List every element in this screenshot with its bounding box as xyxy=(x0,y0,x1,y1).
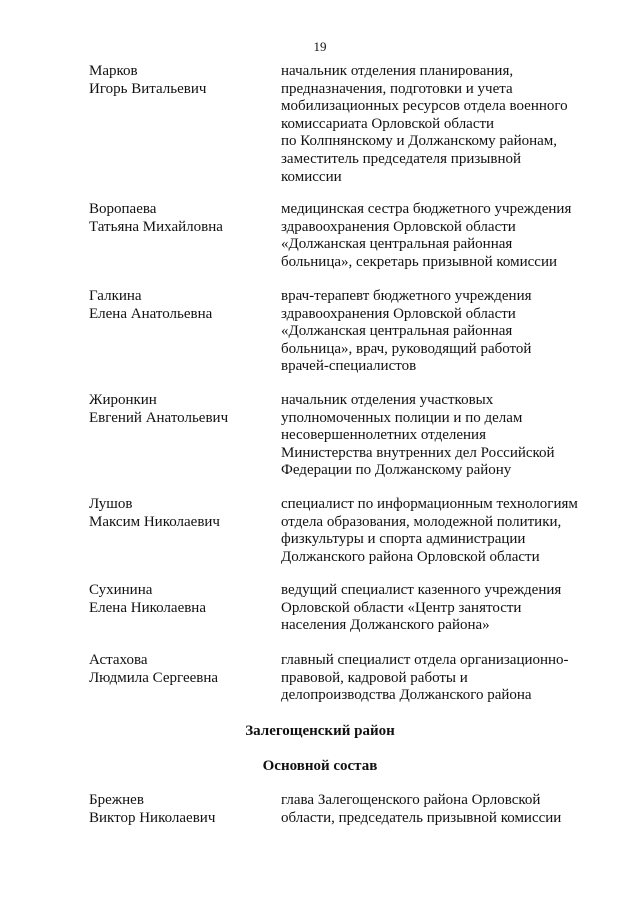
member-role: начальник отделения участковых уполномоченных полиции и по делам несовершеннолетних отделения Министерства внутренних дел Российской Федерации по Должанскому району xyxy=(281,392,555,479)
member-name: Воропаева Татьяна Михайловна xyxy=(89,201,223,235)
member-name: Астахова Людмила Сергеевна xyxy=(89,652,219,686)
member-role: врач-терапевт бюджетного учреждения здравоохранения Орловской области «Должанская центральная районная больница», врач, руководящий работой врачей-специалистов xyxy=(281,288,532,375)
member-role: главный специалист отдела организационно- правовой, кадровой работы и делопроизводства Должанского района xyxy=(281,652,569,704)
member-role: глава Залегощенского района Орловской области, председатель призывной комиссии xyxy=(281,792,562,826)
member-name: Брежнев Виктор Николаевич xyxy=(89,792,216,826)
page-number: 19 xyxy=(313,39,327,54)
member-name: Сухинина Елена Николаевна xyxy=(89,582,206,616)
member-name: Лушов Максим Николаевич xyxy=(89,496,220,530)
subsection-heading: Основной состав xyxy=(262,758,378,774)
member-role: начальник отделения планирования, предназначения, подготовки и учета мобилизационных ресурсов отдела военного комиссариата Орловской области по Колпнянскому и Должанскому районам, заместитель председателя призывной комиссии xyxy=(281,63,568,185)
member-role: медицинская сестра бюджетного учреждения здравоохранения Орловской области «Должанская центральная районная больница», секретарь призывной комиссии xyxy=(281,201,572,270)
section-heading: Залегощенский район xyxy=(245,723,395,739)
member-role: ведущий специалист казенного учреждения Орловской области «Центр занятости населения Должанского района» xyxy=(281,582,562,634)
member-name: Жиронкин Евгений Анатольевич xyxy=(89,392,229,426)
member-role: специалист по информационным технологиям отдела образования, молодежной политики, физкультуры и спорта администрации Должанского района Орловской области xyxy=(281,496,578,565)
member-name: Галкина Елена Анатольевна xyxy=(89,288,213,322)
member-name: Марков Игорь Витальевич xyxy=(89,63,207,97)
